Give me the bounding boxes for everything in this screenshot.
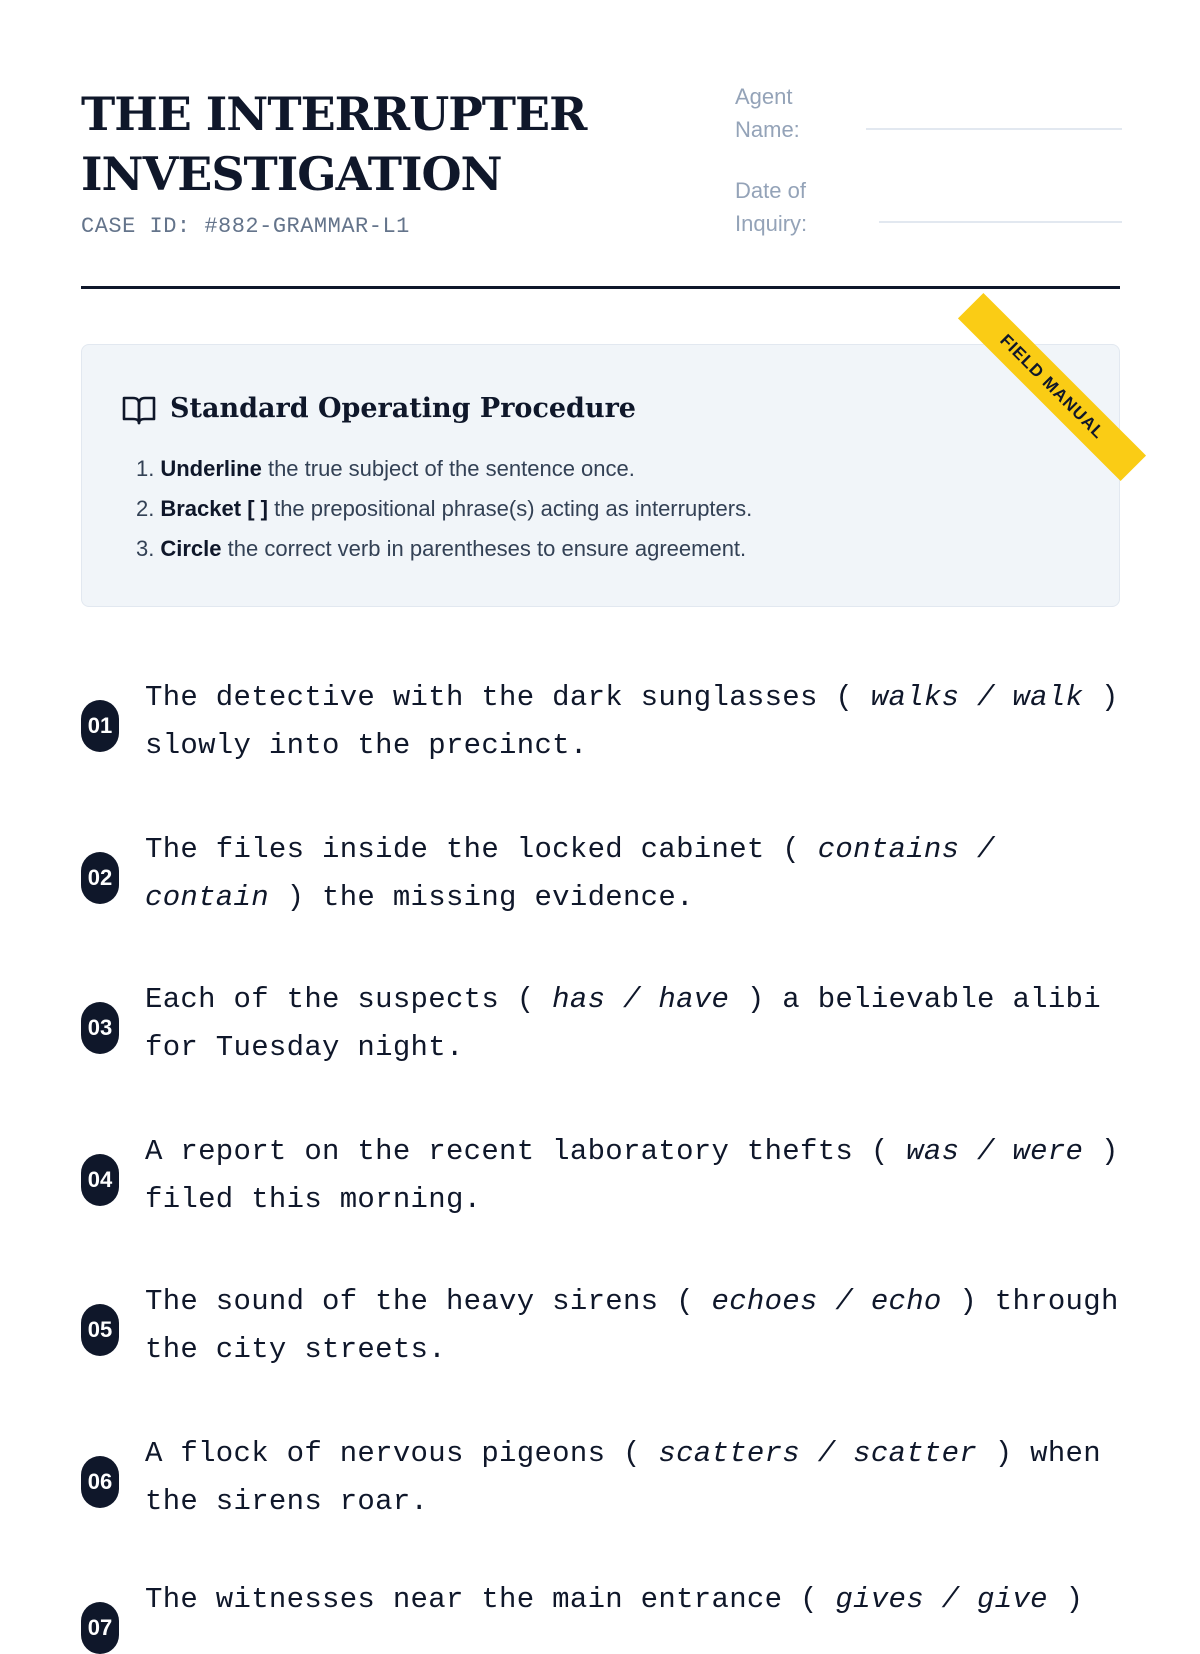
question-number-badge: 02 bbox=[81, 852, 119, 904]
verb-choice[interactable]: echoes / echo bbox=[711, 1285, 942, 1318]
verb-choice[interactable]: contains / contain bbox=[145, 833, 995, 914]
sentence-end: ) slowly into the precinct. bbox=[145, 681, 1119, 762]
sop-title: Standard Operating Procedure bbox=[170, 393, 636, 424]
title-line-2: INVESTIGATION bbox=[81, 147, 502, 201]
verb-choice[interactable]: gives / give bbox=[835, 1583, 1048, 1616]
question-text bbox=[145, 1430, 1121, 1526]
page-title bbox=[81, 84, 641, 204]
sop-step-keyword: Circle bbox=[160, 536, 222, 561]
verb-choice[interactable]: walks / walk bbox=[870, 681, 1084, 714]
sop-step-text: the prepositional phrase(s) acting as interrupters. bbox=[274, 496, 753, 521]
question-text bbox=[145, 1576, 1121, 1624]
agent-name-label-line-1: Agent bbox=[735, 84, 793, 109]
sentence-start: The detective with the dark sunglasses ( bbox=[145, 681, 854, 714]
sentence-end: ) a believable alibi for Tuesday night. bbox=[145, 983, 1101, 1064]
agent-name-field[interactable] bbox=[866, 128, 1122, 130]
sop-step bbox=[136, 529, 752, 569]
sentence-start: The witnesses near the main entrance ( bbox=[145, 1583, 818, 1616]
question-text bbox=[145, 1128, 1121, 1224]
field-manual-ribbon: FIELD MANUAL bbox=[958, 293, 1146, 481]
sentence-start: Each of the suspects ( bbox=[145, 983, 535, 1016]
sop-step-number: 2. bbox=[136, 496, 155, 521]
agent-name-label-line-2: Name: bbox=[735, 117, 800, 142]
question-text bbox=[145, 1278, 1121, 1374]
sentence-start: A report on the recent laboratory thefts ( bbox=[145, 1135, 889, 1168]
date-of-inquiry-field[interactable] bbox=[879, 221, 1122, 223]
sop-step-keyword: Bracket [ ] bbox=[160, 496, 268, 521]
agent-name-label bbox=[735, 80, 800, 146]
sop-card bbox=[81, 330, 1120, 607]
question-number-badge: 01 bbox=[81, 700, 119, 752]
sop-step-number: 3. bbox=[136, 536, 155, 561]
sentence-end: ) bbox=[1065, 1583, 1084, 1616]
sop-steps bbox=[136, 449, 752, 569]
question-number-badge: 07 bbox=[81, 1602, 119, 1654]
question-text bbox=[145, 976, 1121, 1072]
sentence-end: ) when the sirens roar. bbox=[145, 1437, 1101, 1518]
question-number-badge: 06 bbox=[81, 1456, 119, 1508]
verb-choice[interactable]: was / were bbox=[906, 1135, 1084, 1168]
sentence-end: ) the missing evidence. bbox=[286, 881, 694, 914]
case-id: CASE ID: #882-GRAMMAR-L1 bbox=[81, 214, 410, 239]
sentence-start: A flock of nervous pigeons ( bbox=[145, 1437, 641, 1470]
sop-step-keyword: Underline bbox=[160, 456, 262, 481]
book-open-icon bbox=[122, 395, 156, 425]
date-of-inquiry-label bbox=[735, 174, 807, 240]
sop-step-text: the correct verb in parentheses to ensure agreement. bbox=[227, 536, 747, 561]
sop-step bbox=[136, 489, 752, 529]
header-divider bbox=[81, 286, 1120, 289]
sentence-start: The sound of the heavy sirens ( bbox=[145, 1285, 694, 1318]
sop-step-text: the true subject of the sentence once. bbox=[267, 456, 635, 481]
question-number-badge: 04 bbox=[81, 1154, 119, 1206]
date-label-line-1: Date of bbox=[735, 178, 806, 203]
verb-choice[interactable]: has / have bbox=[552, 983, 730, 1016]
sentence-start: The files inside the locked cabinet ( bbox=[145, 833, 801, 866]
verb-choice[interactable]: scatters / scatter bbox=[658, 1437, 978, 1470]
question-number-badge: 03 bbox=[81, 1002, 119, 1054]
date-label-line-2: Inquiry: bbox=[735, 211, 808, 236]
title-line-1: THE INTERRUPTER bbox=[81, 87, 587, 141]
question-text bbox=[145, 826, 1121, 922]
question-number-badge: 05 bbox=[81, 1304, 119, 1356]
question-text bbox=[145, 674, 1121, 770]
sentence-end: ) filed this morning. bbox=[145, 1135, 1119, 1216]
sop-step bbox=[136, 449, 752, 489]
sop-step-number: 1. bbox=[136, 456, 155, 481]
sentence-end: ) through the city streets. bbox=[145, 1285, 1119, 1366]
